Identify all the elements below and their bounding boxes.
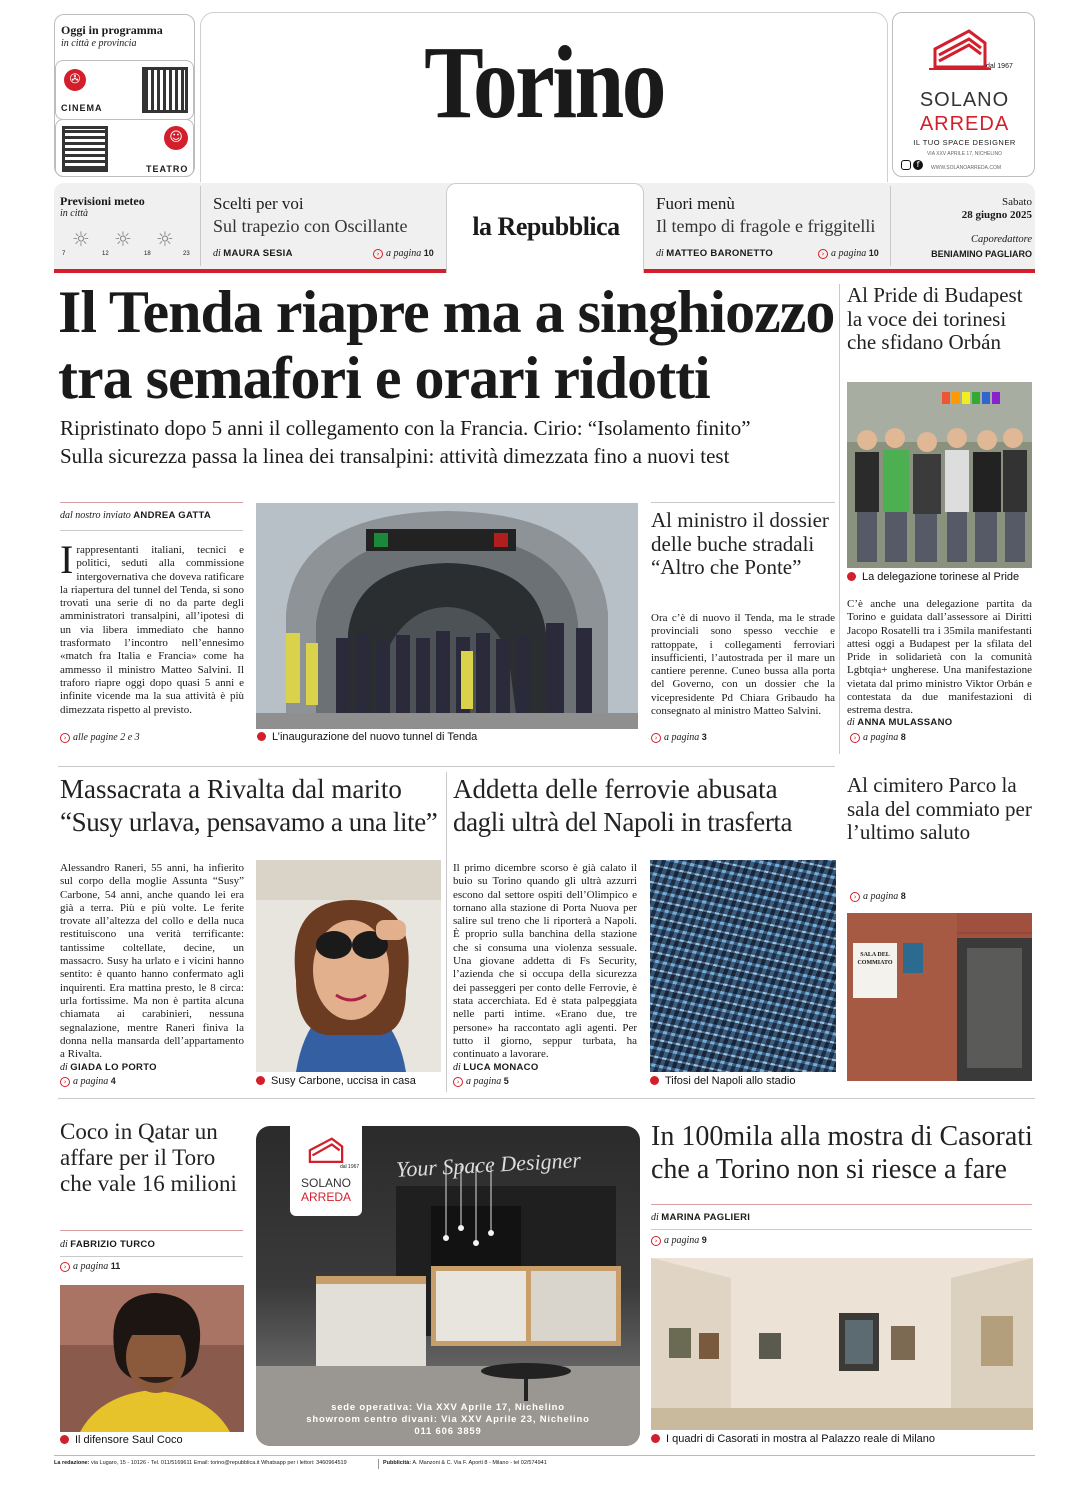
lead-pages-link[interactable]: › alle pagine 2 e 3: [60, 732, 140, 743]
dropcap: I: [60, 537, 74, 582]
commiato-photo: [847, 913, 1032, 1081]
footer-pubblicita: Pubblicità: A. Manzoni & C. Via F. Aporti 8 - Milano - tel 02/574941: [383, 1460, 547, 1466]
fuori-kicker: Fuori menù: [656, 194, 735, 213]
arrow-right-icon: ›: [651, 1236, 661, 1246]
solano-ad-big[interactable]: [256, 1126, 640, 1446]
lead-byline: dal nostro inviato ANDREA GATTA: [60, 510, 212, 521]
solano-brand-1: SOLANO: [919, 89, 1010, 111]
theater-mask-icon: ☺: [164, 126, 188, 150]
coco-photo: [60, 1285, 244, 1432]
repubblica-logo: la Repubblica: [472, 212, 620, 241]
sun-icon: ☼: [156, 227, 174, 251]
ferrovie-page-link[interactable]: › a pagina 5: [453, 1076, 509, 1087]
fuori-title: Il tempo di fragole e friggitelli: [656, 216, 876, 236]
solano-web[interactable]: WWW.SOLANOARREDA.COM: [931, 165, 1002, 171]
repubblica-logo-box: [446, 183, 644, 273]
meteo-title: Previsioni meteo: [60, 194, 145, 208]
coco-page-link[interactable]: › a pagina 11: [60, 1261, 120, 1272]
arrow-right-icon: ›: [453, 1077, 463, 1087]
film-reel-icon: ✇: [64, 69, 86, 91]
editor-name: BENIAMINO PAGLIARO: [931, 249, 1032, 259]
qr-code-icon[interactable]: [142, 67, 188, 113]
susy-photo: [256, 860, 441, 1072]
ad-phone[interactable]: 011 606 3859: [414, 1426, 482, 1437]
casorati-headline: In 100mila alla mostra di Casorati che a Torino non si riesce a fare: [651, 1121, 1033, 1185]
arrow-right-icon: ›: [651, 733, 661, 743]
programma-box: [54, 14, 195, 177]
meteo-subtitle: in città: [60, 208, 89, 219]
buche-page-link[interactable]: › a pagina 3: [651, 732, 707, 743]
lead-body-text: rappresentanti italiani, tecnici e politici, seduti alla commissione intergovernativa che doveva ratificare la riapertura del tunnel del Tenda, si sono trovati una serie di no da parte degli amministratori transalpini, all’ipotesi di un via libera immediato che hanno trasformato l’incontro nell’ennesimo «match fra Italia e Francia» come ha ammesso il ministro Matteo Salvini. Il traforo riapre oggi dopo quasi 5 anni e infinite vicende ma la sua attività è più dimezzata rispetto al previsto.: [60, 544, 244, 716]
cimitero-headline: Al cimitero Parco la sala del commiato per l’ultimo saluto: [847, 773, 1032, 845]
ad-script: Your Space Designer: [395, 1147, 582, 1182]
fuori-box[interactable]: [648, 186, 888, 266]
coco-byline: di FABRIZIO TURCO: [60, 1239, 156, 1250]
solano-address: VIA XXV APRILE 17, NICHELINO: [926, 151, 1003, 157]
pride-headline: Al Pride di Budapest la voce dei torinesi che sfidano Orbán: [847, 283, 1023, 355]
casorati-caption: I quadri di Casorati in mostra al Palazzo reale di Milano: [651, 1433, 935, 1445]
scelti-byline: di MAURA SESIA: [213, 248, 293, 259]
ferrovie-byline: di LUCA MONACO: [453, 1062, 539, 1073]
rivalta-headline-1: Massacrata a Rivalta dal marito: [60, 774, 402, 804]
tunnel-caption: L’inaugurazione del nuovo tunnel di Tenda: [257, 731, 477, 743]
lead-headline-1: Il Tenda riapre ma a singhiozzo: [58, 279, 835, 345]
solano-tagline: IL TUO SPACE DESIGNER: [913, 138, 1016, 147]
date-full: 28 giugno 2025: [961, 209, 1032, 221]
ad-brand-1: SOLANO: [300, 1176, 351, 1190]
lead-subhead-2: Sulla sicurezza passa la linea dei transalpini: attività dimezzata fino a nuovi test: [60, 444, 730, 468]
buche-body: Ora c’è di nuovo il Tenda, ma le strade provinciali sono spesso vecchie e rattoppate, i collegamenti ferroviari insufficienti, l’autostrada per il mare un cantiere perenne. Cuneo bussa alla porta del Governo, con un dossier che la vicepresidente Pd Chiara Gribaudo ha consegnato al ministro Matteo Salvini.: [651, 612, 835, 718]
casorati-byline: di MARINA PAGLIERI: [651, 1212, 751, 1223]
ad-line-2: showroom centro divani: Via XXV Aprile 23, Nichelino: [306, 1414, 590, 1425]
pride-page-link[interactable]: › a pagina 8: [850, 732, 906, 743]
pride-body: C’è anche una delegazione partita da Torino e guidata dall’assessore ai Diritti Jacopo Rosatelli tra i 35mila manifestanti attesi oggi a Budapest per la sfilata del Pride in solidarietà con la comunità Lgbtqia+ ungherese. Una manifestazione vietata dal primo ministro Viktor Orbán e contestata da due manifestazioni di estrema destra.: [847, 598, 1032, 717]
arrow-right-icon: ›: [850, 892, 860, 902]
ad-brand-2: ARREDA: [300, 1190, 351, 1204]
meteo-hour: 18: [144, 251, 151, 257]
scelti-page-link[interactable]: › a pagina 10: [373, 248, 434, 259]
instagram-icon[interactable]: [901, 160, 911, 170]
solano-since: dal 1967: [986, 63, 1013, 70]
scelti-kicker: Scelti per voi: [213, 194, 304, 213]
rivalta-headline-2: “Susy urlava, pensavamo a una lite”: [60, 807, 438, 837]
buche-headline: Al ministro il dossier delle buche stradali “Altro che Ponte”: [651, 508, 829, 580]
meteo-hour: 23: [183, 251, 190, 257]
rivalta-body: Alessandro Raneri, 55 anni, ha infierito sul corpo della moglie Assunta “Susy” Carbone, 54 anni, anche quando lei era già a terra. Più e più volte. Le ferite trovate all’altezza del collo e della nuca restituiscono una verità terrificante: tantissime coltellate, decine, un massacro. Susy ha urlato e i vicini hanno sentito: è quanto hanno confermato agli inquirenti. Era mattina presto, le 8 circa: urla fortissime. Ma non è partita alcuna chiamata ai carabinieri, nessuna segnalazione, mentre Raneri finiva la donna nella mansarda dell’appartamento a Rivalta.: [60, 862, 244, 1061]
coco-headline: Coco in Qatar un affare per il Toro che vale 16 milioni: [60, 1119, 237, 1196]
teatro-label: TEATRO: [146, 164, 189, 174]
solano-ad-logo-card: [290, 1126, 362, 1216]
susy-caption: Susy Carbone, uccisa in casa: [256, 1075, 416, 1087]
footer-redazione: La redazione: via Lugaro, 15 - 10126 - Tel. 011/5169611 Email: torino@repubblica.it Whatsapp per i lettori: 3460964519: [54, 1460, 347, 1466]
solano-ad-top[interactable]: [892, 12, 1035, 177]
teatro-card[interactable]: [55, 119, 194, 177]
solano-logo-icon: [929, 21, 991, 73]
date-day: Sabato: [1002, 196, 1032, 208]
meteo-strip: [62, 223, 192, 259]
fuori-page-link[interactable]: › a pagina 10: [818, 248, 879, 259]
scelti-title: Sul trapezio con Oscillante: [213, 216, 408, 236]
programma-title: Oggi in programma: [61, 23, 163, 37]
lead-body: [60, 537, 244, 717]
qr-code-icon[interactable]: [62, 126, 108, 172]
ferrovie-headline-1: Addetta delle ferrovie abusata: [453, 774, 778, 804]
arrow-right-icon: ›: [373, 249, 383, 259]
ferrovie-body: Il primo dicembre scorso è già calato il buio su Torino quando gli ultrà azzurri escono dal settore ospiti dell’Olimpico e tornano alla stazione di Porta Nuova per salire sul treno che li riporterà a Napoli. È proprio sulla banchina della stazione che si consuma una violenza sessuale. Una giovane addetta di Fs Security, l’azienda che si occupa della sicurezza dei passeggeri per conto delle Ferrovie, è stata accerchiata. Ed è stata palpeggiata nelle parti intime. «Erano due, tre persone» ha raccontato agli agenti. Per tutto il giorno, seppur turbata, ha continuato a lavorare.: [453, 862, 637, 1061]
sun-icon: ☼: [72, 227, 90, 251]
meteo-hour: 7: [62, 251, 66, 257]
pride-caption: La delegazione torinese al Pride: [847, 571, 1019, 583]
ad-line-1: sede operativa: Via XXV Aprile 17, Nichelino: [331, 1402, 565, 1413]
city-title: Torino: [424, 25, 664, 140]
fuori-byline: di MATTEO BARONETTO: [656, 248, 774, 259]
solano-logo-icon: [306, 1132, 346, 1166]
editor-role: Caporedattore: [970, 234, 1032, 245]
meteo-hour: 12: [102, 251, 109, 257]
arrow-right-icon: ›: [60, 733, 70, 743]
ad-since: dal 1967: [340, 1164, 360, 1170]
napoli-fans-photo: [650, 860, 836, 1072]
cinema-card[interactable]: [55, 60, 194, 120]
cimitero-page-link[interactable]: › a pagina 8: [850, 891, 906, 902]
arrow-right-icon: ›: [60, 1262, 70, 1272]
facebook-icon[interactable]: f: [913, 160, 923, 170]
arrow-right-icon: ›: [60, 1077, 70, 1087]
sun-icon: ☼: [114, 227, 132, 251]
ferrovie-headline-2: dagli ultrà del Napoli in trasferta: [453, 807, 793, 837]
arrow-right-icon: ›: [818, 249, 828, 259]
solano-brand-2: ARREDA: [919, 113, 1010, 135]
casorati-photo: [651, 1258, 1033, 1430]
commiato-sign: SALA DEL COMMIATO: [857, 952, 893, 966]
lead-headline-2: tra semafori e orari ridotti: [58, 345, 710, 411]
programma-subtitle: in città e provincia: [61, 38, 137, 49]
rivalta-page-link[interactable]: › a pagina 4: [60, 1076, 116, 1087]
cinema-label: CINEMA: [61, 103, 103, 113]
lead-subhead-1: Ripristinato dopo 5 anni il collegamento con la Francia. Cirio: “Isolamento finito”: [60, 416, 751, 440]
pride-byline: di ANNA MULASSANO: [847, 717, 953, 728]
napoli-caption: Tifosi del Napoli allo stadio: [650, 1075, 795, 1087]
pride-photo: [847, 382, 1032, 568]
casorati-page-link[interactable]: › a pagina 9: [651, 1235, 707, 1246]
rivalta-byline: di GIADA LO PORTO: [60, 1062, 157, 1073]
scelti-box[interactable]: [205, 186, 443, 266]
arrow-right-icon: ›: [850, 733, 860, 743]
coco-caption: Il difensore Saul Coco: [60, 1434, 183, 1446]
tunnel-photo: [256, 503, 638, 729]
